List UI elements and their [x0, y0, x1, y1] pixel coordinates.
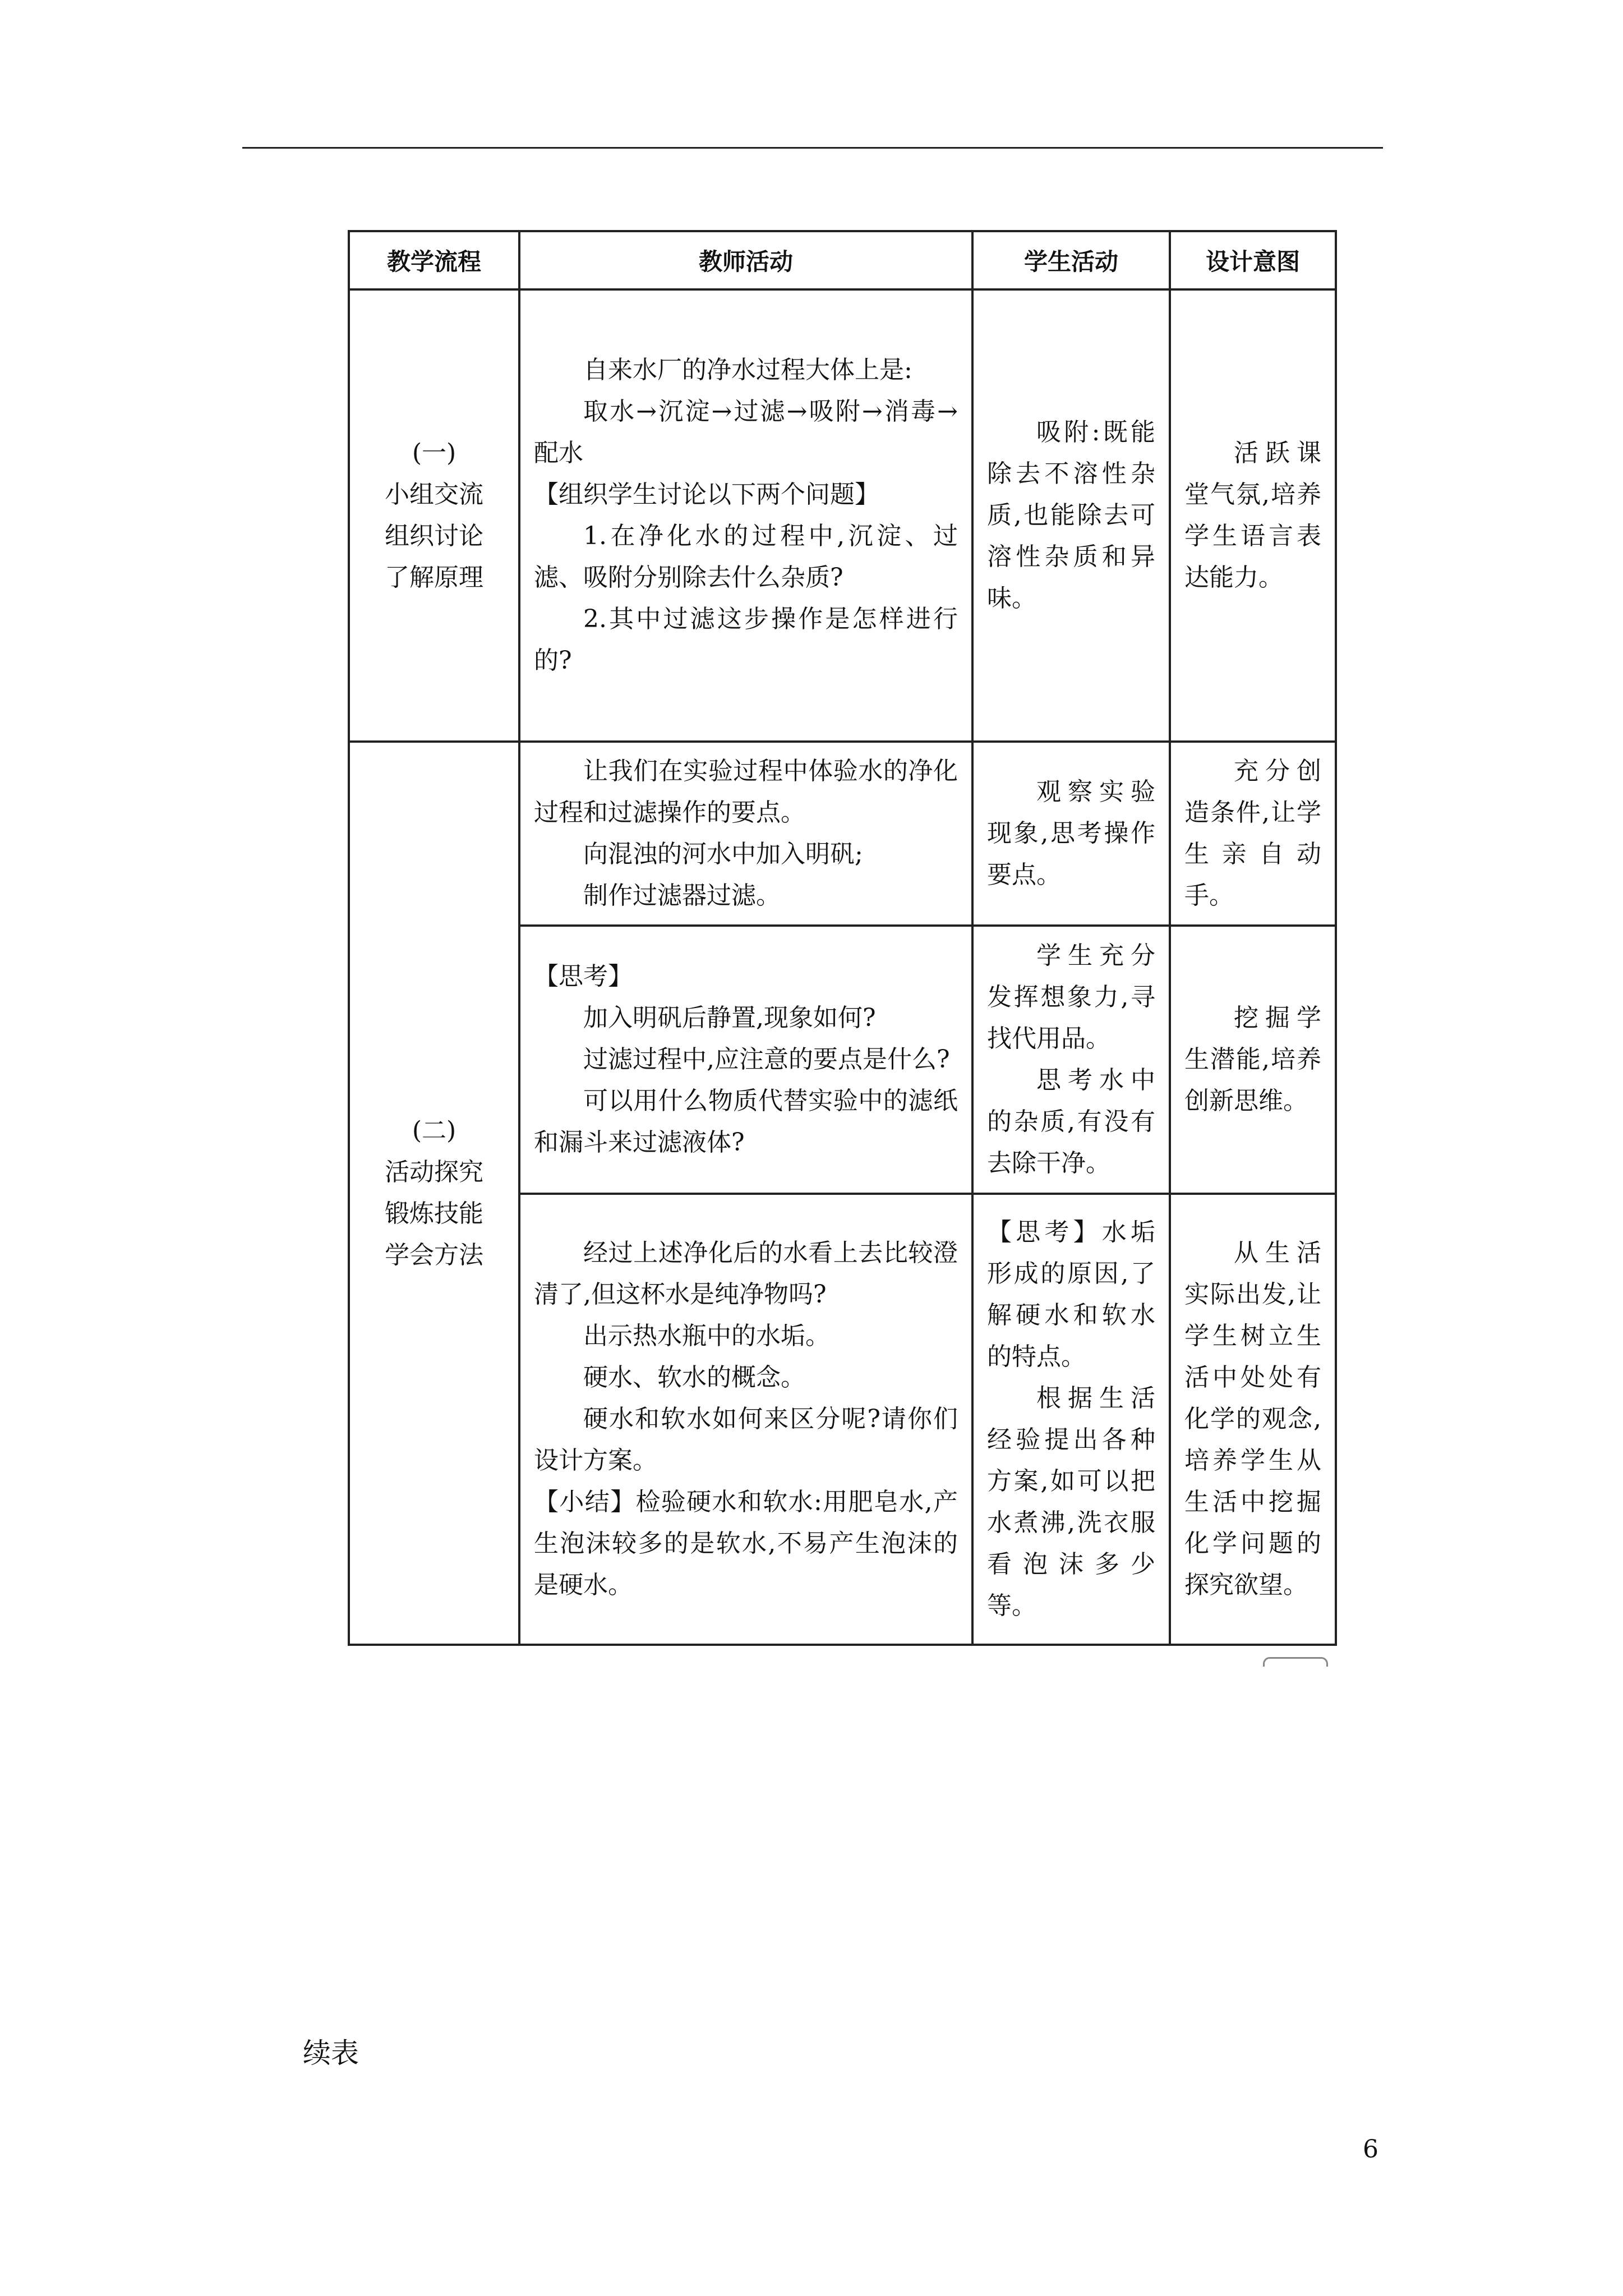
- intent-text: 从生活实际出发,让学生树立生活中处处有化学的观念,培养学生从生活中挖掘化学问题的探究欲望。: [1184, 1239, 1321, 1599]
- student-text: 观察实验现象,思考操作要点。: [987, 777, 1155, 889]
- teacher-text: 自来水厂的净水过程大体上是:: [583, 356, 912, 384]
- header-flow: 教学流程: [349, 231, 519, 289]
- section2-row1-student-cell: [972, 742, 1170, 926]
- section2-row3-student-cell: [972, 1194, 1170, 1645]
- teacher-text: 取水→沉淀→过滤→吸附→消毒→配水: [534, 397, 958, 467]
- student-text: 【思考】水垢形成的原因,了解硬水和软水的特点。: [987, 1218, 1155, 1371]
- section2-flow-number: (二): [412, 1116, 457, 1145]
- teacher-text: 过滤过程中,应注意的要点是什么?: [583, 1045, 950, 1074]
- student-text: 吸附:既能除去不溶性杂质,也能除去可溶性杂质和异味。: [987, 418, 1155, 613]
- section2-row2-teacher-cell: [519, 926, 972, 1194]
- page-number: 6: [1363, 2135, 1378, 2164]
- teacher-text: 让我们在实验过程中体验水的净化过程和过滤操作的要点。: [534, 757, 958, 827]
- section1-flow-number: (一): [412, 439, 457, 467]
- section1-intent-cell: [1170, 289, 1336, 742]
- section2-row2-student-cell: [972, 926, 1170, 1194]
- section1-flow-line: 了解原理: [385, 563, 483, 592]
- section1-flow-cell: [349, 289, 519, 742]
- section2-row3-intent-cell: [1170, 1194, 1336, 1645]
- teacher-text: 1.在净化水的过程中,沉淀、过滤、吸附分别除去什么杂质?: [534, 522, 958, 592]
- section2-row1-intent-cell: [1170, 742, 1336, 926]
- section2-row2-intent-cell: [1170, 926, 1336, 1194]
- teacher-text: 【小结】检验硬水和软水:用肥皂水,产生泡沫较多的是软水,不易产生泡沫的是硬水。: [534, 1488, 958, 1599]
- table-header-row: [349, 231, 1336, 289]
- table-row: [349, 742, 1336, 926]
- teacher-text: 可以用什么物质代替实验中的滤纸和漏斗来过滤液体?: [534, 1087, 958, 1157]
- teacher-text: 经过上述净化后的水看上去比较澄清了,但这杯水是纯净物吗?: [534, 1239, 958, 1309]
- section2-row1-teacher-cell: [519, 742, 972, 926]
- header-student-activity: 学生活动: [972, 231, 1170, 289]
- teacher-text: 制作过滤器过滤。: [583, 881, 781, 910]
- header-design-intent: 设计意图: [1170, 231, 1336, 289]
- teacher-text: 硬水、软水的概念。: [583, 1363, 805, 1392]
- section1-teacher-cell: [519, 289, 972, 742]
- student-text: 根据生活经验提出各种方案,如可以把水煮沸,洗衣服看泡沫多少等。: [987, 1384, 1155, 1620]
- intent-text: 活跃课堂气氛,培养学生语言表达能力。: [1184, 439, 1321, 592]
- header-rule: [242, 147, 1383, 149]
- corner-tab-mark: [1263, 1657, 1328, 1667]
- table-row: [349, 289, 1336, 742]
- lesson-plan-table: [348, 230, 1337, 1646]
- header-teacher-activity: 教师活动: [519, 231, 972, 289]
- teacher-text: 硬水和软水如何来区分呢?请你们设计方案。: [534, 1405, 958, 1475]
- section2-flow-line: 活动探究: [385, 1158, 483, 1186]
- teacher-text: 2.其中过滤这步操作是怎样进行的?: [534, 605, 958, 675]
- student-text: 思考水中的杂质,有没有去除干净。: [987, 1066, 1155, 1177]
- section2-flow-line: 学会方法: [385, 1241, 483, 1269]
- teacher-text: 加入明矾后静置,现象如何?: [583, 1004, 876, 1032]
- teacher-text: 向混浊的河水中加入明矾;: [583, 840, 863, 868]
- intent-text: 挖掘学生潜能,培养创新思维。: [1184, 1004, 1321, 1115]
- student-text: 学生充分发挥想象力,寻找代用品。: [987, 941, 1155, 1053]
- section1-student-cell: [972, 289, 1170, 742]
- section2-flow-cell: [349, 742, 519, 1645]
- section2-row3-teacher-cell: [519, 1194, 972, 1645]
- section2-flow-line: 锻炼技能: [385, 1199, 483, 1228]
- section1-flow-line: 组织讨论: [385, 522, 483, 550]
- section1-flow-line: 小组交流: [385, 480, 483, 509]
- continued-label: 续表: [303, 2037, 359, 2069]
- teacher-text: 【组织学生讨论以下两个问题】: [534, 480, 879, 509]
- teacher-text: 出示热水瓶中的水垢。: [583, 1322, 830, 1350]
- intent-text: 充分创造条件,让学生亲自动手。: [1184, 757, 1321, 910]
- teacher-text: 【思考】: [534, 962, 633, 991]
